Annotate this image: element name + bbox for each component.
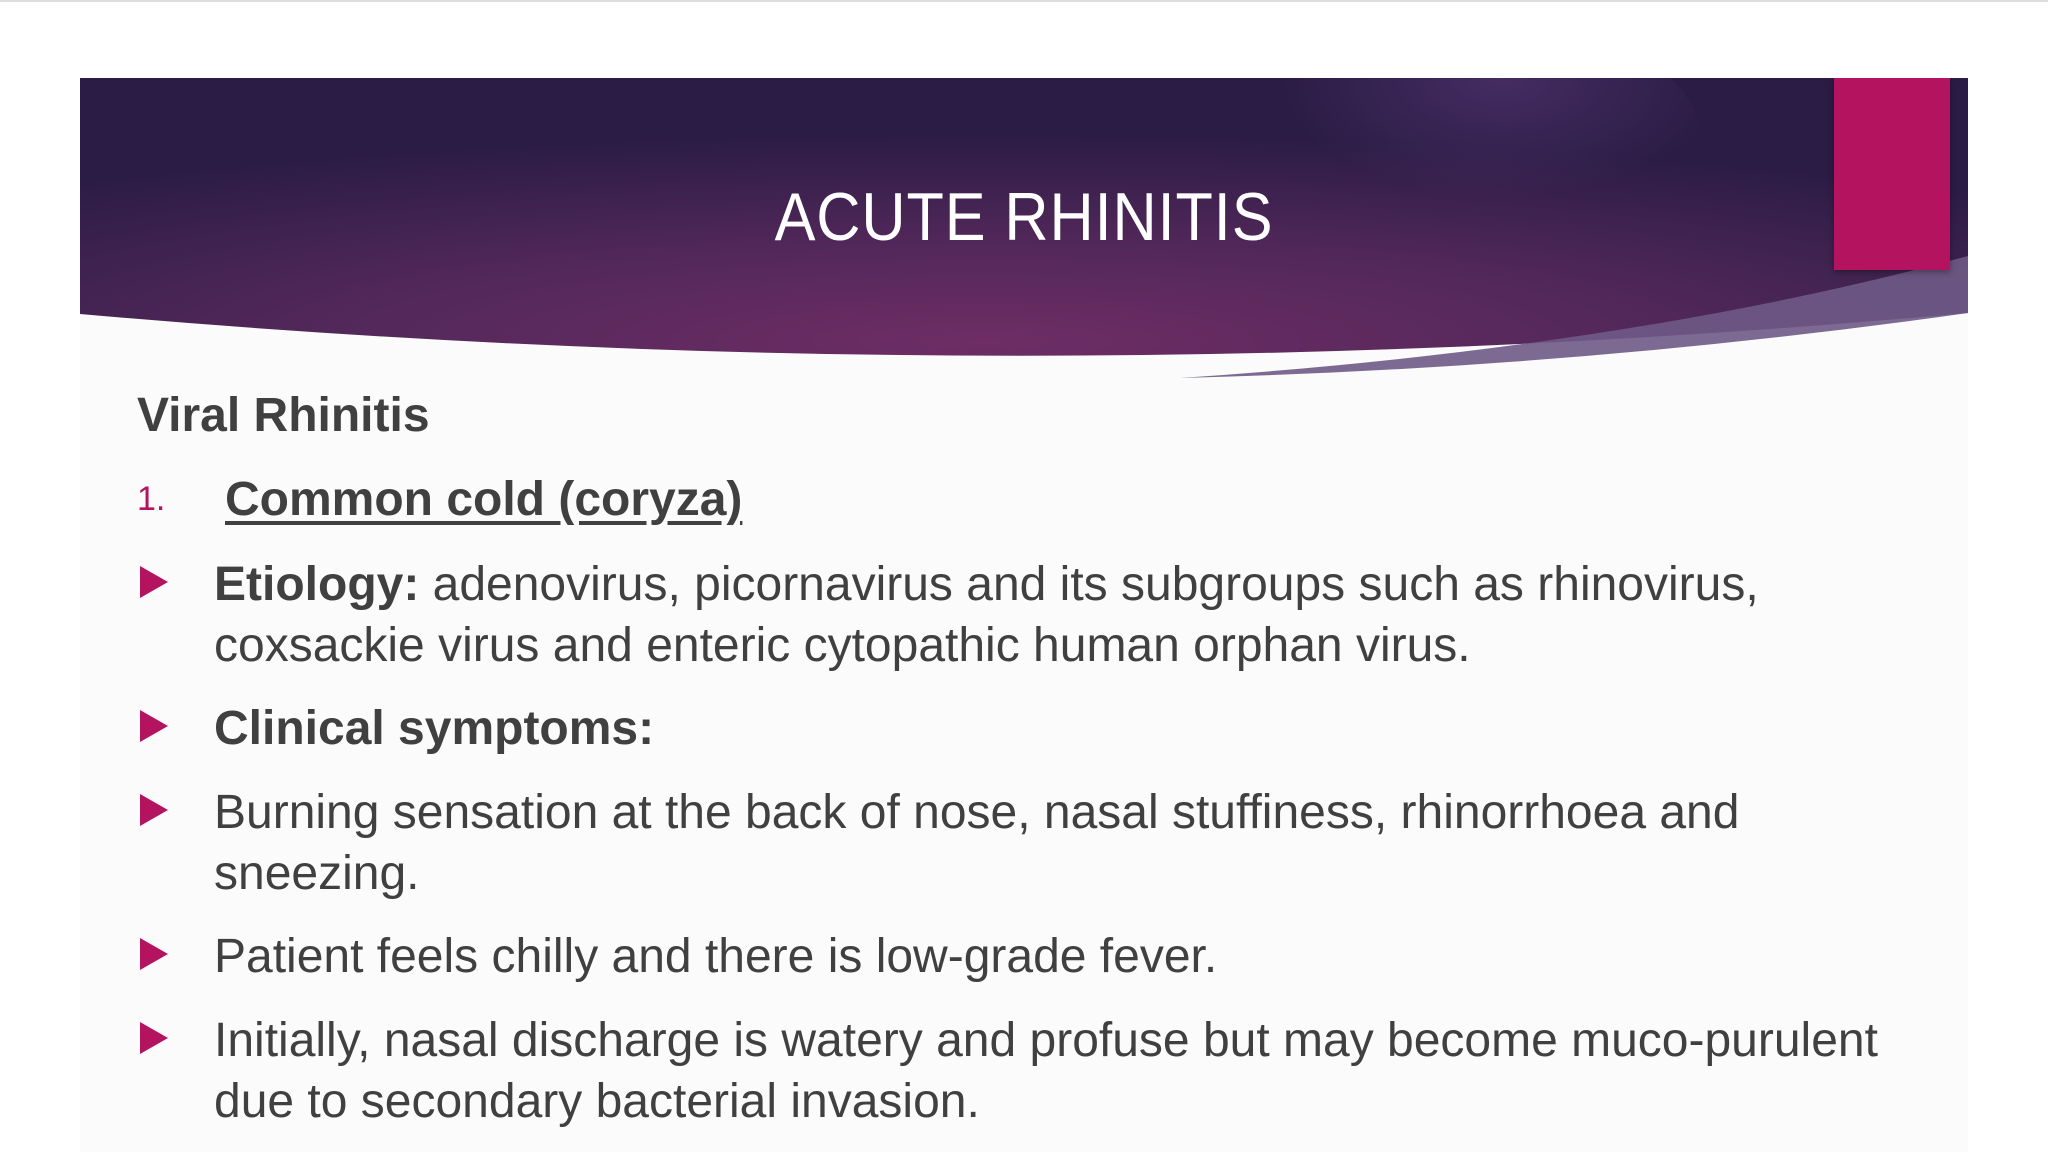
bullet-text: Initially, nasal discharge is watery and profuse but may become muco-purulent due to secondary bacterial invasion.	[214, 1014, 1878, 1128]
triangle-right-icon	[140, 1022, 168, 1054]
slide-title: ACUTE RHINITIS	[774, 179, 1274, 255]
numbered-item-text: Common cold (coryza)	[225, 473, 743, 526]
bullet-text: adenovirus, picornavirus and its subgroups such as rhinovirus, coxsackie virus and enteric cytopathic human orphan virus.	[214, 558, 1759, 672]
numbered-item	[137, 472, 742, 527]
bullet-bold: Clinical symptoms:	[214, 702, 655, 755]
triangle-right-icon	[140, 566, 168, 598]
bullet-text: Burning sensation at the back of nose, nasal stuffiness, rhinorrhoea and sneezing.	[214, 786, 1740, 900]
number-marker: 1.	[137, 480, 166, 518]
slide	[80, 78, 1968, 1152]
triangle-right-icon	[140, 938, 168, 970]
triangle-right-icon	[140, 794, 168, 826]
bullet-bold: Etiology:	[214, 558, 420, 611]
bullet-text: Patient feels chilly and there is low-grade fever.	[214, 930, 1218, 983]
triangle-right-icon	[140, 710, 168, 742]
subheading: Viral Rhinitis	[137, 389, 430, 442]
top-divider	[0, 0, 2048, 2]
